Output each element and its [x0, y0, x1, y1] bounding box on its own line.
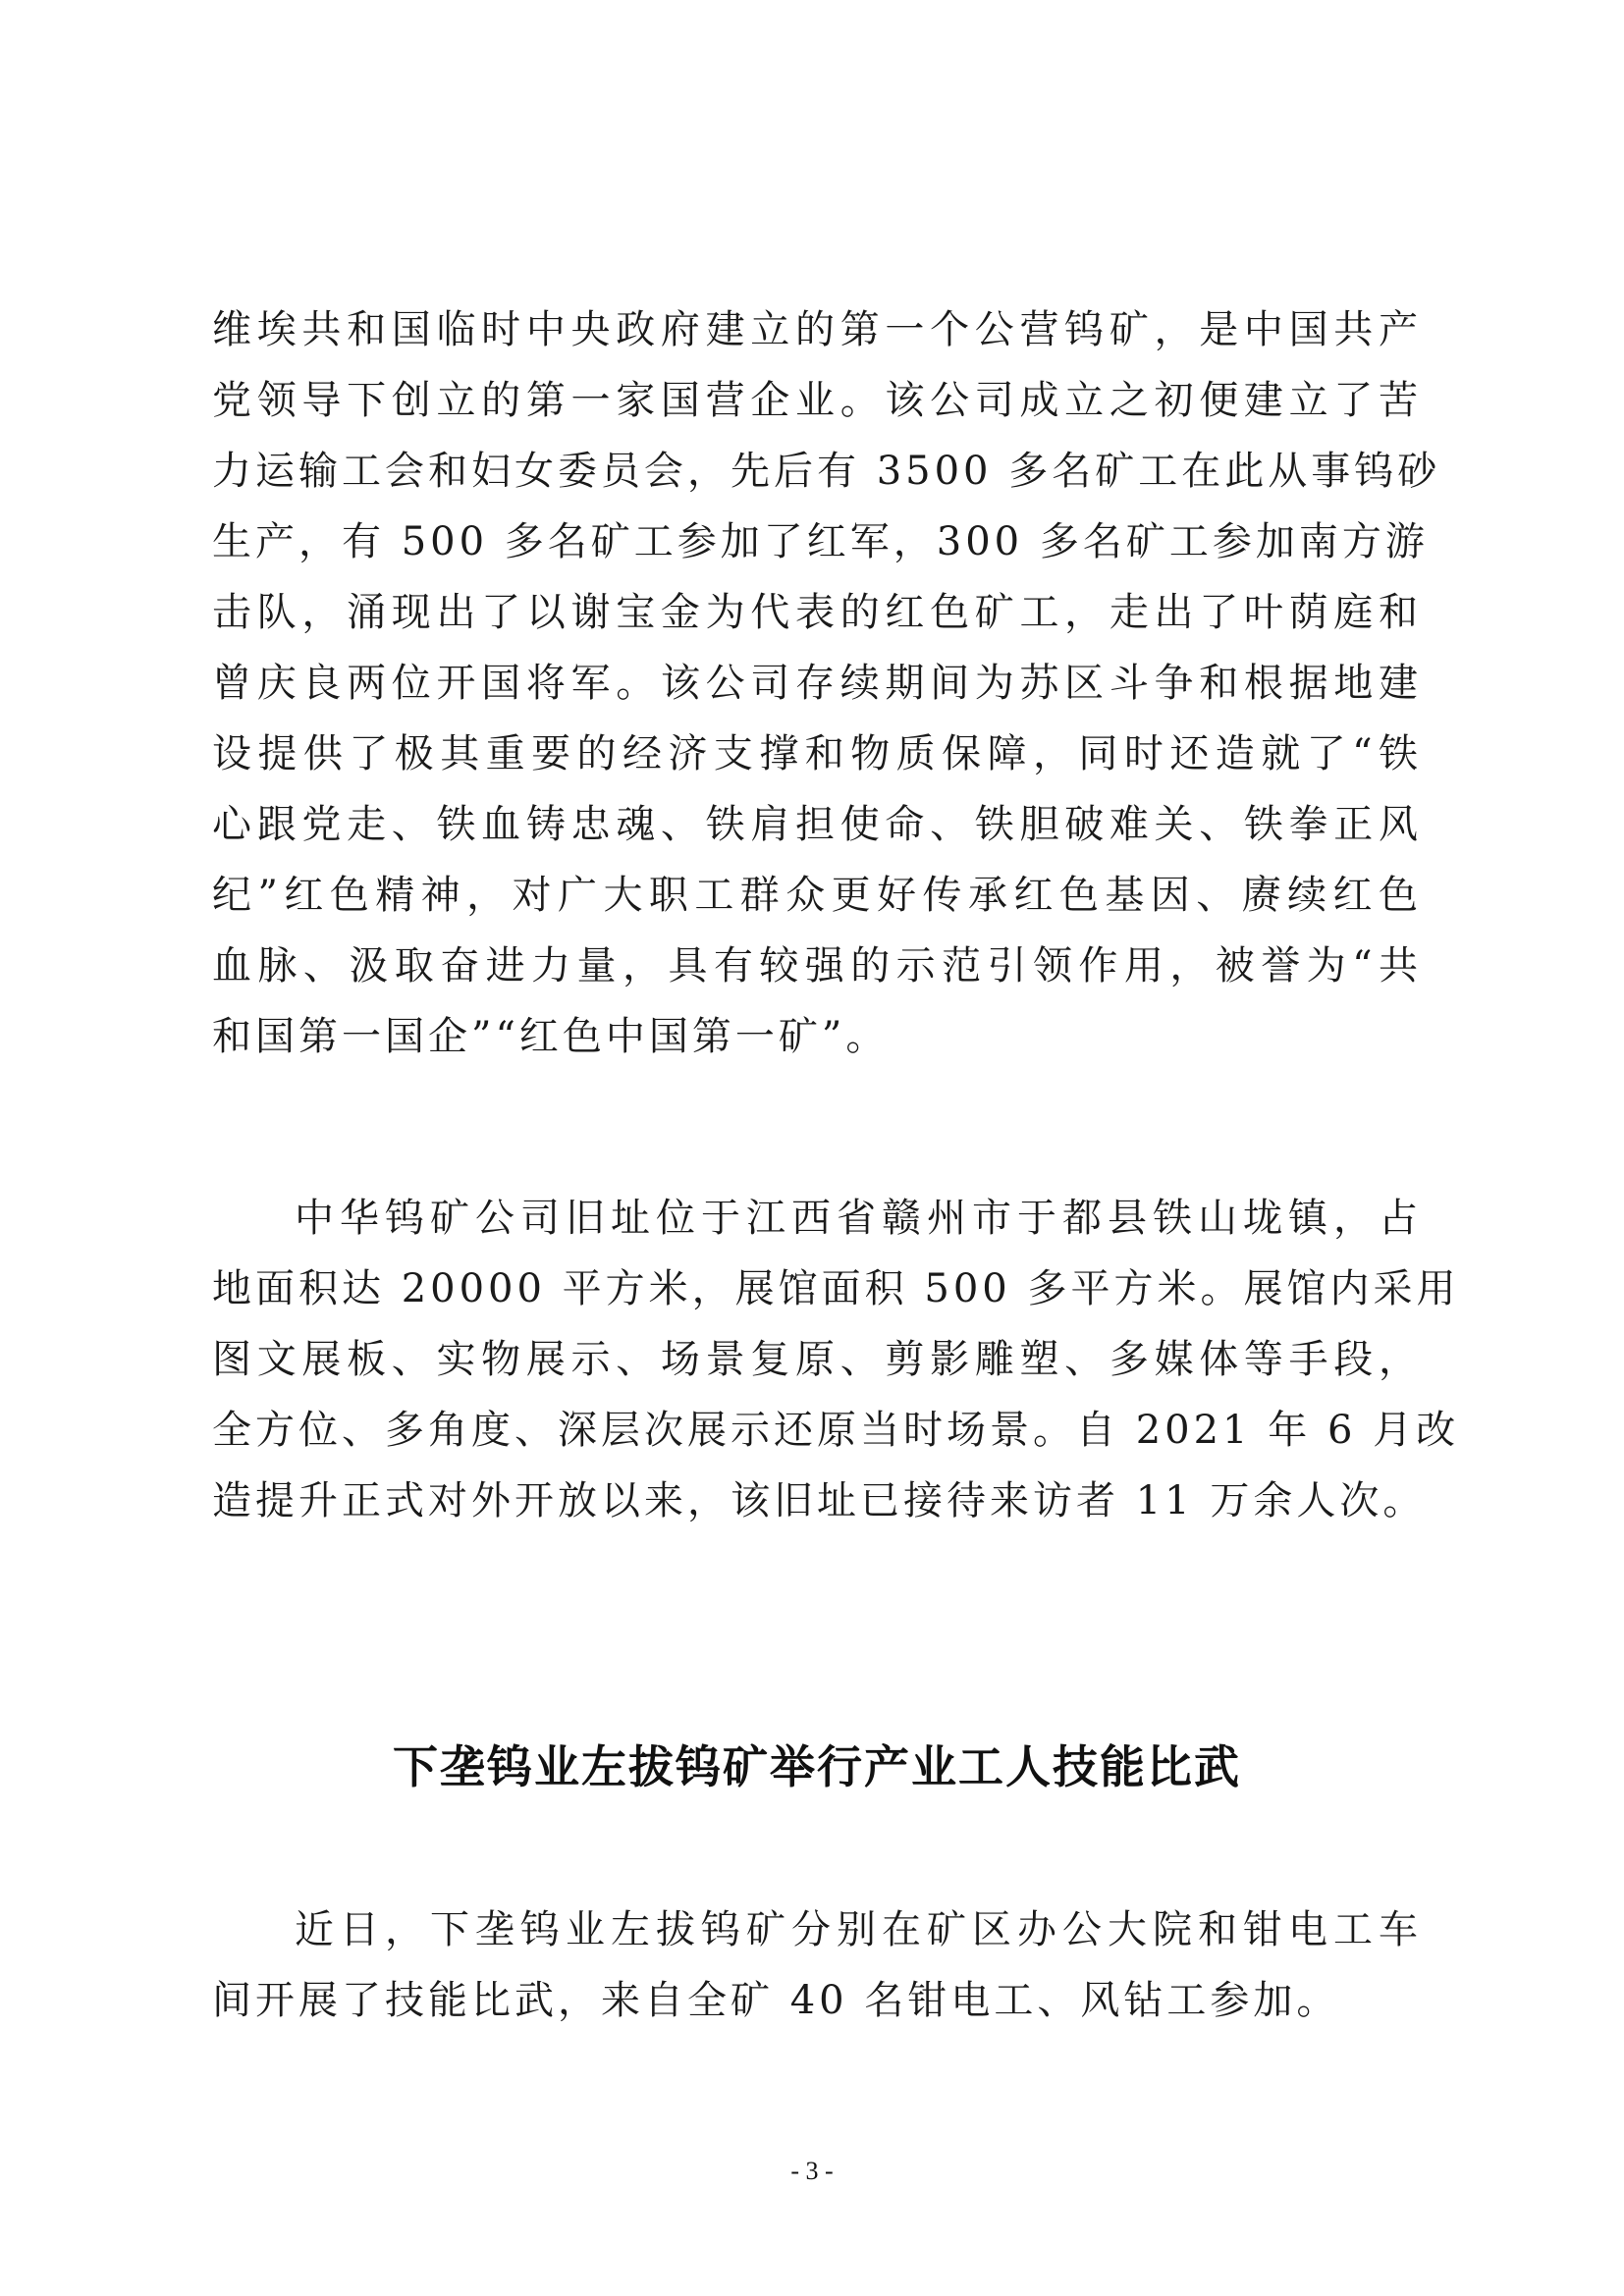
paragraph-skills-contest	[212, 1895, 1422, 2036]
text-line: 心跟党走、铁血铸忠魂、铁肩担使命、铁胆破难关、铁拳正风	[212, 802, 1422, 847]
text-line: 击队，涌现出了以谢宝金为代表的红色矿工，走出了叶荫庭和	[212, 590, 1422, 635]
page-number: - 3 -	[790, 2157, 834, 2185]
paragraph-site-description	[212, 1183, 1460, 1536]
text-line: 地面积达 20000 平方米，展馆面积 500 多平方米。展馆内采用	[212, 1266, 1460, 1311]
article-heading: 下垄钨业左拔钨矿举行产业工人技能比武	[393, 1740, 1241, 1793]
text-line: 和国第一国企”“红色中国第一矿”。	[212, 1014, 890, 1059]
text-line: 间开展了技能比武，来自全矿 40 名钳电工、风钻工参加。	[212, 1978, 1340, 2023]
text-line: 中华钨矿公司旧址位于江西省赣州市于都县铁山垅镇，占	[295, 1196, 1422, 1241]
text-line: 纪”红色精神，对广大职工群众更好传承红色基因、赓续红色	[212, 873, 1422, 918]
text-line: 图文展板、实物展示、场景复原、剪影雕塑、多媒体等手段，	[212, 1337, 1422, 1382]
text-line: 维埃共和国临时中央政府建立的第一个公营钨矿，是中国共产	[212, 307, 1422, 352]
text-line: 曾庆良两位开国将军。该公司存续期间为苏区斗争和根据地建	[212, 661, 1422, 706]
paragraph-mine-history	[212, 294, 1441, 1072]
text-line: 血脉、汲取奋进力量，具有较强的示范引领作用，被誉为“共	[212, 943, 1422, 988]
text-line: 全方位、多角度、深层次展示还原当时场景。自 2021 年 6 月改	[212, 1408, 1460, 1453]
text-line: 造提升正式对外开放以来，该旧址已接待来访者 11 万余人次。	[212, 1478, 1427, 1523]
text-line: 力运输工会和妇女委员会，先后有 3500 多名矿工在此从事钨砂	[212, 449, 1441, 494]
text-line: 设提供了极其重要的经济支撑和物质保障，同时还造就了“铁	[212, 731, 1422, 776]
text-line: 党领导下创立的第一家国营企业。该公司成立之初便建立了苦	[212, 378, 1422, 423]
text-line: 生产，有 500 多名矿工参加了红军，300 多名矿工参加南方游	[212, 519, 1429, 564]
text-line: 近日，下垄钨业左拔钨矿分别在矿区办公大院和钳电工车	[295, 1907, 1422, 1952]
